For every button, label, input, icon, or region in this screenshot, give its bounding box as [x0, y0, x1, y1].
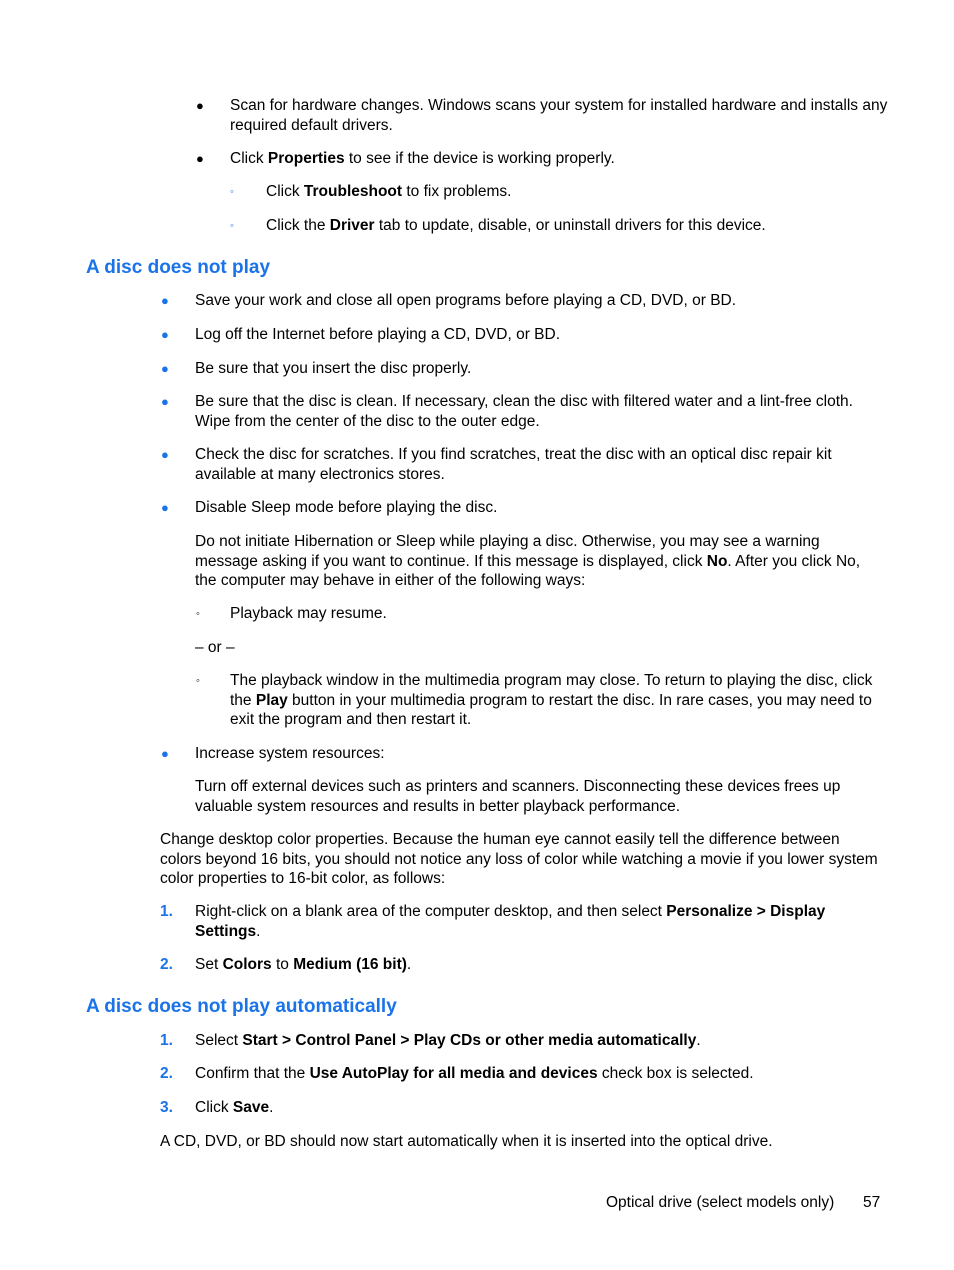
- step-number: 2.: [160, 956, 173, 973]
- step-item: Set Colors to Medium (16 bit).: [195, 956, 412, 973]
- page-number: 57: [863, 1194, 881, 1211]
- section-heading-disc-not-play: A disc does not play: [86, 257, 271, 278]
- list-item: Save your work and close all open programs before playing a CD, DVD, or BD.: [195, 292, 737, 309]
- sub-bullet-marker: ◦: [230, 186, 234, 198]
- step-item: Select Start > Control Panel > Play CDs or other media automatically.: [195, 1032, 701, 1049]
- bullet-marker: ●: [161, 746, 169, 761]
- list-item: Check the disc for scratches. If you find scratches, treat the disc with an optical disc repair kit available at many electronics stores.: [195, 446, 832, 483]
- sub-list-item: The playback window in the multimedia program may close. To return to playing the disc, click the Play button in your multimedia program to restart the disc. In rare cases, you may need to exit the program and then restart it.: [230, 672, 873, 728]
- sleep-paragraph: Do not initiate Hibernation or Sleep while playing a disc. Otherwise, you may see a warning message asking if you want to continue. If this message is displayed, click No. After you click No, the computer may behave in either of the following ways:: [195, 533, 861, 589]
- list-item: Be sure that you insert the disc properly.: [195, 360, 472, 377]
- or-separator: – or –: [195, 639, 235, 656]
- sub-bullet-marker: ◦: [196, 608, 200, 620]
- bullet-marker: ●: [196, 98, 204, 113]
- step-item: Click Save.: [195, 1099, 274, 1116]
- sub-bullet-marker: ◦: [230, 220, 234, 232]
- top-bullet-1: Scan for hardware changes. Windows scans your system for installed hardware and installs any required default drivers.: [230, 97, 888, 134]
- step-item: Right-click on a blank area of the computer desktop, and then select Personalize > Display Settings.: [195, 903, 826, 940]
- bullet-marker: ●: [161, 447, 169, 462]
- list-item: Increase system resources:: [195, 745, 385, 762]
- step-number: 3.: [160, 1099, 173, 1116]
- sub-bullet-marker: ◦: [196, 675, 200, 687]
- bullet-marker: ●: [161, 361, 169, 376]
- footer-title: Optical drive (select models only): [606, 1194, 835, 1211]
- step-number: 2.: [160, 1065, 173, 1082]
- closing-paragraph: A CD, DVD, or BD should now start automatically when it is inserted into the optical drive.: [160, 1133, 773, 1150]
- list-item: Disable Sleep mode before playing the disc.: [195, 499, 498, 516]
- step-number: 1.: [160, 1032, 173, 1049]
- step-item: Confirm that the Use AutoPlay for all media and devices check box is selected.: [195, 1065, 754, 1082]
- sub-list-item: Playback may resume.: [230, 605, 387, 622]
- bullet-marker: ●: [161, 500, 169, 515]
- step-number: 1.: [160, 903, 173, 920]
- section-heading-disc-not-play-auto: A disc does not play automatically: [86, 996, 397, 1017]
- bullet-marker: ●: [196, 151, 204, 166]
- resources-paragraph: Turn off external devices such as printers and scanners. Disconnecting these devices frees up valuable system resources and results in better playback performance.: [195, 778, 841, 815]
- list-item: Be sure that the disc is clean. If necessary, clean the disc with filtered water and a lint-free cloth. Wipe from the center of the disc to the outer edge.: [195, 393, 853, 430]
- color-paragraph: Change desktop color properties. Because the human eye cannot easily tell the difference between colors beyond 16 bits, you should not notice any loss of color while watching a movie if you lower system color properties to 16-bit color, as follows:: [160, 831, 878, 887]
- bullet-marker: ●: [161, 394, 169, 409]
- top-bullet-2: Click Properties to see if the device is working properly.: [230, 150, 615, 167]
- bullet-marker: ●: [161, 293, 169, 308]
- list-item: Log off the Internet before playing a CD, DVD, or BD.: [195, 326, 561, 343]
- top-sub-bullet-2: Click the Driver tab to update, disable, or uninstall drivers for this device.: [266, 217, 766, 234]
- top-sub-bullet-1: Click Troubleshoot to fix problems.: [266, 183, 512, 200]
- bullet-marker: ●: [161, 327, 169, 342]
